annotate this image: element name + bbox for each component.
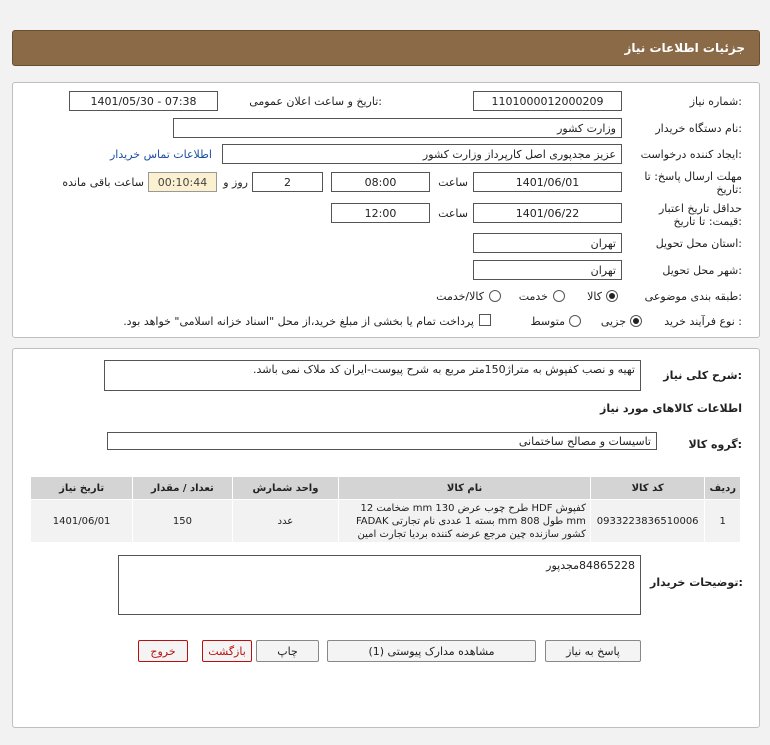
category-radio-goods-service[interactable] bbox=[489, 290, 501, 302]
city-label: شهر محل تحویل: bbox=[662, 264, 742, 277]
page-header bbox=[12, 30, 760, 66]
need-number-field: 1101000012000209 bbox=[473, 91, 622, 111]
buyer-org-label: نام دستگاه خریدار: bbox=[655, 122, 742, 135]
col-code: کد کالا bbox=[590, 477, 705, 500]
province-label: استان محل تحویل: bbox=[655, 237, 742, 250]
process-radio-minor[interactable] bbox=[630, 315, 642, 327]
table-row bbox=[31, 500, 741, 543]
goods-table-wrapper bbox=[30, 476, 741, 543]
remaining-label: ساعت باقی مانده bbox=[62, 176, 144, 189]
goods-group-field: تاسیسات و مصالح ساختمانی bbox=[107, 432, 657, 450]
cell-row: 1 bbox=[705, 500, 741, 543]
reply-button[interactable]: پاسخ به نیاز bbox=[545, 640, 641, 662]
remaining-timer: 00:10:44 bbox=[148, 172, 217, 192]
buyer-notes-label: توضیحات خریدار: bbox=[650, 576, 743, 589]
buyer-contact-link[interactable]: اطلاعات تماس خریدار bbox=[110, 148, 212, 161]
validity-label-date: قیمت: تا تاریخ: bbox=[673, 215, 742, 228]
category-option-service: خدمت bbox=[518, 290, 548, 303]
province-field: تهران bbox=[473, 233, 622, 253]
deadline-label: مهلت ارسال پاسخ: تا bbox=[644, 170, 742, 183]
validity-label: حداقل تاریخ اعتبار bbox=[658, 202, 742, 215]
payment-note: پرداخت تمام یا بخشی از مبلغ خرید،از محل "اسناد خزانه اسلامی" خواهد بود. bbox=[123, 315, 474, 328]
deadline-time-label: ساعت bbox=[438, 176, 468, 189]
process-option-minor: جزیی bbox=[600, 315, 626, 328]
summary-label: شرح کلی نیاز: bbox=[663, 369, 742, 382]
treasury-checkbox[interactable] bbox=[479, 314, 491, 326]
page-title: جزئیات اطلاعات نیاز bbox=[624, 41, 745, 55]
validity-date-field: 1401/06/22 bbox=[473, 203, 622, 223]
back-button[interactable]: بازگشت bbox=[202, 640, 252, 662]
process-radio-medium[interactable] bbox=[569, 315, 581, 327]
goods-table-header bbox=[31, 477, 741, 500]
category-radio-goods[interactable] bbox=[606, 290, 618, 302]
goods-info-title: اطلاعات کالاهای مورد نیاز bbox=[600, 402, 742, 415]
category-radio-service[interactable] bbox=[553, 290, 565, 302]
deadline-label-date: تاریخ: bbox=[716, 183, 742, 196]
requester-label: ایجاد کننده درخواست: bbox=[640, 148, 742, 161]
summary-field: تهیه و نصب کفپوش به متراژ150متر مربع به شرح پیوست-ایران کد ملاک نمی باشد. bbox=[104, 360, 641, 391]
validity-time-field: 12:00 bbox=[331, 203, 430, 223]
cell-date: 1401/06/01 bbox=[31, 500, 133, 543]
category-option-goods-service: کالا/خدمت bbox=[436, 290, 484, 303]
cell-unit: عدد bbox=[232, 500, 339, 543]
exit-button[interactable]: خروج bbox=[138, 640, 188, 662]
announce-field: 1401/05/30 - 07:38 bbox=[69, 91, 218, 111]
process-label: نوع فرآیند خرید : bbox=[664, 315, 742, 328]
days-label: روز و bbox=[223, 176, 248, 189]
process-option-medium: متوسط bbox=[530, 315, 565, 328]
buyer-org-field: وزارت کشور bbox=[173, 118, 622, 138]
cell-code: 0933223836510006 bbox=[590, 500, 705, 543]
cell-name: کفپوش HDF طرح چوب عرض 130 mm ضخامت 12 mm طول 808 mm بسته 1 عددی نام تجارتی FADAK کشور سازنده چین مرجع عرضه کننده بردیا تجارت امین bbox=[339, 500, 591, 543]
need-number-label: شماره نیاز: bbox=[689, 95, 742, 108]
deadline-time-field: 08:00 bbox=[331, 172, 430, 192]
attachments-button[interactable]: مشاهده مدارک پیوستی (1) bbox=[327, 640, 536, 662]
col-name: نام کالا bbox=[339, 477, 591, 500]
print-button[interactable]: چاپ bbox=[256, 640, 319, 662]
goods-table bbox=[30, 476, 741, 543]
days-field: 2 bbox=[252, 172, 323, 192]
category-label: طبقه بندی موضوعی: bbox=[644, 290, 742, 303]
buyer-notes-field: 84865228مجدپور bbox=[118, 555, 641, 615]
validity-time-label: ساعت bbox=[438, 207, 468, 220]
col-row: ردیف bbox=[705, 477, 741, 500]
col-date: تاریخ نیاز bbox=[31, 477, 133, 500]
announce-label: تاریخ و ساعت اعلان عمومی: bbox=[249, 95, 382, 108]
deadline-date-field: 1401/06/01 bbox=[473, 172, 622, 192]
col-qty: تعداد / مقدار bbox=[133, 477, 232, 500]
col-unit: واحد شمارش bbox=[232, 477, 339, 500]
goods-group-label: گروه کالا: bbox=[688, 438, 742, 451]
city-field: تهران bbox=[473, 260, 622, 280]
category-option-goods: کالا bbox=[587, 290, 602, 303]
cell-qty: 150 bbox=[133, 500, 232, 543]
requester-field: عزیز مجدپوری اصل کارپرداز وزارت کشور bbox=[222, 144, 622, 164]
